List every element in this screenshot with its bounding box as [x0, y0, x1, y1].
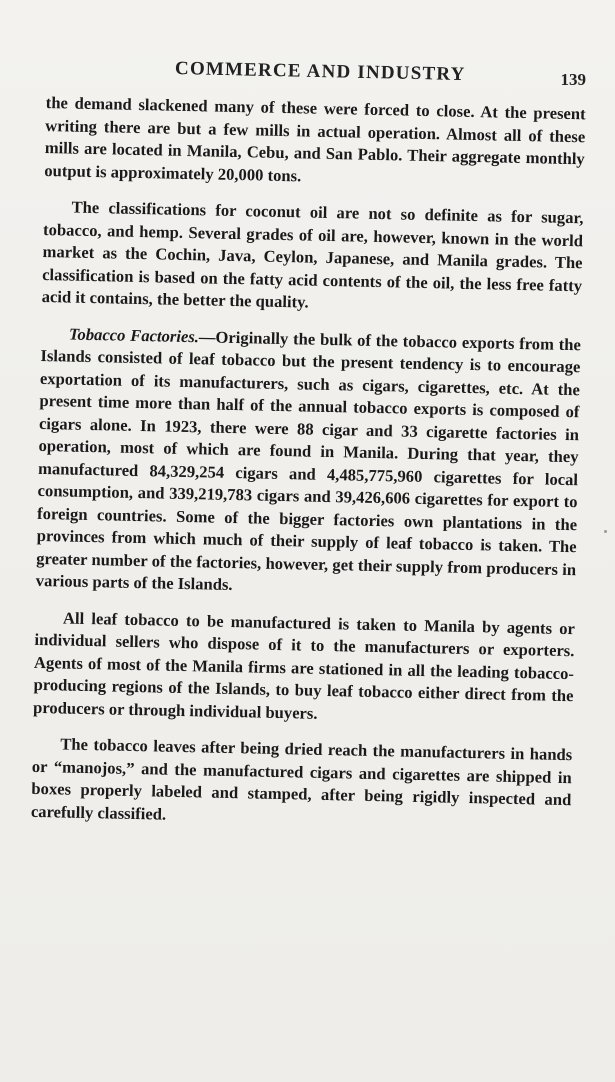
running-head: COMMERCE AND INDUSTRY: [174, 58, 466, 86]
paragraph-coconut-oil-classification: The classifications for coconut oil are not so definite as for sugar, tobacco, and hemp. Several grades of oil are, however, known in the world market as the Cochin, Java, Ceylon, Japanese, and Manila grades. The classification is based on the fatty acid contents of the oil, the less free fatty acid it contains, the better the quality.: [41, 197, 584, 312]
scan-speck: [604, 530, 607, 533]
page-header: [40, 56, 600, 89]
paragraph-tobacco-factories-text: —Originally the bulk of the tobacco exports from the Islands consisted of leaf tobacco but the present tendency is to encourage exportation of its manufacturers, such as cigars, cigarettes, etc. At the present time more than half of the annual tobacco exports is composed of cigars alone. In 1923, there were 88 cigar and 33 cigarette factories in operation, most of which are found in Manila. During that year, they manufactured 84,329,254 cigars and 4,485,775,960 cigarettes for local consumption, and 339,219,783 cigars and 39,426,606 cigarettes for export to foreign countries. Some of the bigger factories own plantations in the provinces from which much of their supply of leaf tobacco is taken. The greater number of the factories, however, get their supply from producers in various parts of the Islands.: [35, 326, 582, 595]
paragraph-manojos: The tobacco leaves after being dried reach the manufacturers in hands or “manojos,” and the manufactured cigars and cigarettes are shipped in boxes properly labeled and stamped, after being rigidly inspected and carefully classified.: [30, 734, 573, 824]
paragraph-leaf-tobacco-agents: All leaf tobacco to be manufactured is taken to Manila by agents or individual sellers who dispose of it to the manufacturers or exporters. Agents of most of the Manila firms are stationed in all the leading tobacco-producing regions of the Islands, to buy leaf tobacco either direct from the producers or through individual buyers.: [32, 607, 576, 723]
paragraph-tobacco-factories: [36, 322, 582, 603]
page-number: 139: [560, 70, 586, 89]
body-text: [30, 92, 585, 848]
paragraph-continued: the demand slackened many of these were forced to close. At the present writing there are but a few mills in actual operation. Almost all of these mills are located in Manila, Cebu, and San Pablo. Their aggregate monthly output is approximately 20,000 tons.: [44, 92, 586, 185]
section-lead-tobacco-factories: Tobacco Factories.: [68, 324, 200, 346]
